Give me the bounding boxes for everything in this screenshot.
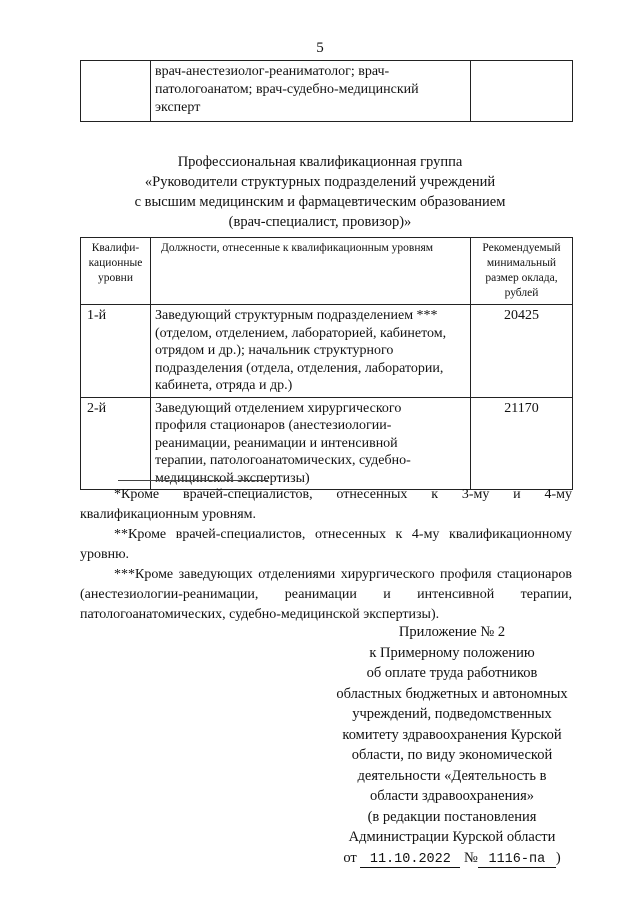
cell-line: Заведующий структурным подразделением *** xyxy=(155,308,438,323)
cell-line: эксперт xyxy=(155,100,201,115)
table-cell-salary: 20425 xyxy=(471,305,573,398)
table-cell-level xyxy=(81,61,151,122)
footnote: **Кроме врачей-специалистов, отнесенных к 4-му квалификационному уровню. xyxy=(80,527,572,562)
table-row xyxy=(81,61,573,122)
heading-line: с высшим медицинским и фармацевтическим образованием xyxy=(134,194,506,210)
table-cell-salary xyxy=(471,61,573,122)
resolution-number: 1116-па xyxy=(478,853,556,868)
heading-line: Профессиональная квалификационная группа xyxy=(177,154,463,170)
table-cell-positions xyxy=(151,61,471,122)
appendix-line: учреждений, подведомственных xyxy=(352,706,552,722)
cell-line: терапии, патологоанатомических, судебно- xyxy=(155,453,411,468)
from-label: от xyxy=(343,849,357,866)
footnotes xyxy=(80,485,572,625)
table-cell-level: 1-й xyxy=(81,305,151,398)
cell-line: врач-анестезиолог-реаниматолог; врач- xyxy=(155,64,390,79)
table-cell-level: 2-й xyxy=(81,397,151,490)
header-salary xyxy=(471,238,573,305)
appendix-line: областных бюджетных и автономных xyxy=(336,685,568,702)
table-cell-salary: 21170 xyxy=(471,397,573,490)
cell-line: Заведующий отделением хирургического xyxy=(155,400,402,416)
number-label: № xyxy=(463,849,478,866)
footnote: ***Кроме заведующих отделениями хирургического профиля стационаров (анестезиологии-реанимации, реанимации и интенсивной терапии, патологоанатомических, судебно-медицинской экспертизы). xyxy=(80,567,572,622)
header-line: уровни xyxy=(98,272,133,284)
table-row xyxy=(81,305,573,398)
table-row xyxy=(81,397,573,490)
header-line: кационные xyxy=(88,257,143,269)
cell-line: реанимации, реанимации и интенсивной xyxy=(155,435,398,451)
cell-line: профиля стационаров (анестезиологии- xyxy=(155,418,392,433)
header-positions: Должности, отнесенные к квалификационным уровням xyxy=(151,238,471,305)
table-header-row xyxy=(81,238,573,305)
header-line: Рекомендуемый xyxy=(482,242,561,254)
header-line: размер оклада, xyxy=(485,272,558,284)
qualification-table xyxy=(80,237,573,490)
appendix-line: области здравоохранения» xyxy=(369,788,535,804)
appendix-line: комитету здравоохранения Курской xyxy=(342,726,562,743)
header-line: Квалифи- xyxy=(91,242,140,254)
table-cell-positions xyxy=(151,397,471,490)
appendix-line: (в редакции постановления xyxy=(367,808,537,825)
appendix-block xyxy=(326,622,578,868)
footnote: *Кроме врачей-специалистов, отнесенных к 3-му и 4-му квалификационным уровням. xyxy=(80,487,572,522)
cell-line: кабинета, отряда и др.) xyxy=(155,378,293,393)
cell-line: отрядом и др.); начальник структурного xyxy=(155,343,394,358)
header-line: рублей xyxy=(504,287,539,299)
appendix-line: Администрации Курской области xyxy=(348,829,556,845)
continuation-table xyxy=(80,60,573,122)
cell-line: патологоанатом; врач-судебно-медицинский xyxy=(155,82,419,97)
resolution-date-number xyxy=(326,848,578,869)
heading-line: (врач-специалист, провизор)» xyxy=(228,214,412,230)
header-levels xyxy=(81,238,151,305)
closing-paren: ) xyxy=(555,849,561,866)
heading-line: «Руководители структурных подразделений учреждений xyxy=(144,174,496,190)
resolution-date: 11.10.2022 xyxy=(360,853,460,868)
group-heading xyxy=(100,152,540,232)
appendix-line: деятельности «Деятельность в xyxy=(357,767,547,784)
appendix-line: области, по виду экономической xyxy=(351,747,553,763)
page-number: 5 xyxy=(316,40,324,56)
cell-line: медицинской экспертизы) xyxy=(155,470,310,486)
cell-line: (отделом, отделением, лабораторией, кабинетом, xyxy=(155,325,447,341)
appendix-line: об оплате труда работников xyxy=(366,665,538,681)
appendix-line: Приложение № 2 xyxy=(398,624,506,640)
appendix-line: к Примерному положению xyxy=(369,644,535,661)
table-cell-positions xyxy=(151,305,471,398)
footnote-separator xyxy=(118,480,268,481)
cell-line: подразделения (отдела, отделения, лаборатории, xyxy=(155,360,444,376)
header-line: минимальный xyxy=(486,257,557,269)
